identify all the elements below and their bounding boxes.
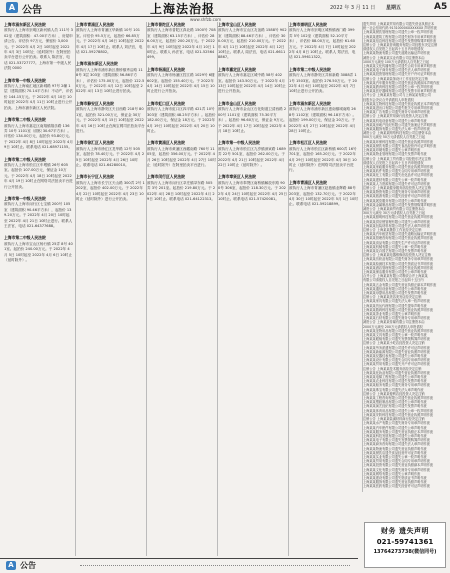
issue-weekday: 星期五 <box>386 5 402 11</box>
classified-line: 上海某某检测技术有限公司遗失资质证书声明作废 <box>363 261 434 266</box>
classified-line: 上海某某船务有限公司遗失财务专用章声明作废 <box>363 383 430 388</box>
notice-court-title: 上海市静安区人民法院 <box>76 100 114 106</box>
notice-item <box>218 22 287 61</box>
notice-body: 被执行人上海市杨浦区控江路 1029号 6楼 602室。起拍价 155.40万元。于 2022年 4月 14日 10时起至 2022年 4月 15日 10时止进行公开拍卖。 <box>147 73 215 94</box>
classified-line: 注销公告 上海某某咨询服务有限公司经股东决定注销 <box>363 43 438 48</box>
classified-line: 上海某某照明科技有限公司遗失营业执照声明作废 <box>363 215 434 220</box>
notice-court-title: 上海市第一中级人民法院 <box>4 195 46 201</box>
notice-body: 被执行人上海市金山区石化街道卫清西路 200号 1101室（建筑面积 75.30平方米）。起拍价 96.60万元，保证金 9万元。于 2022年 4月 17日 10时起至 2022年 4月 18日 10时止。 <box>218 107 287 133</box>
classified-line: 上海某某餐饮管理有限公司遗失公章一枚声明作废 <box>363 30 434 35</box>
classified-line: 遗失声明 上海某某贸易有限公司遗失营业执照正本 <box>363 22 435 26</box>
classified-line: 上海某某网络有限公司遗失公章声明作废 <box>363 471 421 476</box>
classified-line: 上海某某新能源有限公司遗失营业执照声明作废 <box>363 349 430 354</box>
notice-item <box>289 22 358 61</box>
notice-court-title: 上海市闵行区人民法院 <box>147 174 185 180</box>
notice-item <box>76 174 145 202</box>
notice-body: 被执行人上海市浦东新区康桥镇秀沿路 118号 3层 303室（建筑面积 56.86平方米），评估价 175.00万元，起拍价 122.50万元。于 2022年 4月 12日 10时起至 2022年 4月 13日 10时止进行拍卖。 <box>76 67 145 94</box>
notice-court-title: 上海市杨浦区人民法院 <box>147 66 185 72</box>
classified-line: 注销公告 上海某某小吃店经投资人决定注销 <box>363 341 425 346</box>
classified-line: 上海某某酒店管理有限公司遗失营业执照声明作废 <box>363 265 434 270</box>
notice-item <box>147 67 216 95</box>
classified-line: 减资公告 上海某某传媒有限公司注册资本由 <box>363 320 425 325</box>
classified-line: 上海某某体育用品有限公司遗失公章一枚声明作废 <box>363 408 434 413</box>
classified-line: 注销公告 上海某某摄影工作室经决定注销 <box>363 227 422 232</box>
classified-line: 上海某某演艺经纪有限公司遗失发票声明作废 <box>363 404 427 409</box>
notice-court-title: 上海市第一中级人民法院 <box>4 77 46 83</box>
notice-court-title: 上海市徐汇区人民法院 <box>76 140 114 146</box>
classified-line: 上海某某信息科技有限公司遗失发票领购簿声明作废 <box>363 38 437 43</box>
classified-line: 上海某某纺织品有限公司遗失财务专用章声明作废 <box>363 257 434 262</box>
notice-body: 被执行人上海市松江区九亭镇涞寅路 1689弄 22号 501室，起拍价 262.00万元。于 2022年 4月 21日 10时起至 2022年 4月 22日 10时止（延时除外）。 <box>218 146 286 167</box>
classified-line: 经股东会决议合并请债权人申报债权 <box>363 97 414 102</box>
classified-line: 上海某某服饰有限公司遗失营业执照声明作废 <box>363 480 427 485</box>
classified-line: 上海某某投资有限公司遗失营业执照副本声明作废 <box>363 463 434 468</box>
notice-body: 被执行人上海市青浦区华新镇 10号 101室。评估价 95.5万元，起拍价 66.85万元。于 2022年 4月 16日 10时起至 2022年 4月 17日 10时止。联系人 刘法官，电话 021-59278802。 <box>76 28 144 55</box>
classified-line: 上海某某机械有限公司遗失公章一枚声明作废 <box>363 244 427 249</box>
notice-item <box>218 101 287 134</box>
classified-line: 上海某某文化有限公司遗失财务专用章声明作废 <box>363 467 430 472</box>
classified-line: 上海某某物流有限公司遗失营业执照声明作废 <box>363 446 427 451</box>
classified-line: 统一社会信用代码 91310000XXXXXXXX 声明作废 <box>363 26 437 31</box>
site-url: www.shfzb.com <box>190 17 222 22</box>
classified-line: 上海某某软件有限公司遗失合同专用章声明作废 <box>363 169 430 174</box>
classified-line: 上海某某仪器仪表有限公司遗失公章声明作废 <box>363 354 427 359</box>
notice-court-title: 上海市黄浦区人民法院 <box>147 140 185 146</box>
classified-line: 上海某某金属制品有限公司遗失发票领购簿声明作废 <box>363 202 437 207</box>
notice-body: 被执行人上海市崇明区城桥镇西门路 399弄 5号 102室（建筑面积 52.10平方米），评估价 88.00万元，起拍价 61.60万元。于 2022年 4月 7日 10时起至 2022年 4月 8日 10时止。联系人 郑法官，电话 021-59611322。 <box>289 28 356 60</box>
classified-line: 上海某某通信设备有限公司遗失公章声明作废 <box>363 286 427 291</box>
classified-sidebar <box>362 22 447 492</box>
classified-line: 上海某某人力资源有限公司遗失许可证声明作废 <box>363 181 430 186</box>
notice-item <box>218 67 287 95</box>
classified-line: 合并公告 上海某某有限公司与上海某某有限公司 <box>363 93 431 98</box>
notice-body: 被执行人上海市奉贤区南桥镇解放东路 900号 306室，起拍价 118.30万元。于 2022年 4月 24日 10时起至 2022年 4月 25日 10时止。联系电话 021-57420081。 <box>218 180 287 201</box>
classified-line: 上海某某管理咨询有限公司遗失营业执照声明作废 <box>363 236 434 241</box>
classified-line: 上海某某塑胶制品有限公司遗失公章声明作废 <box>363 400 427 405</box>
notice-item <box>289 101 358 134</box>
classified-line: 上海某某科技发展有限公司遗失公章声明作废 <box>363 433 427 438</box>
notice-body: 被执行人上海市虹口区四平路 421弄 10号 303室（建筑面积 48.25平方米）。起拍价 182.00万元，保证金 18万元。于 2022年 4月 19日 10时起至 2022年 4月 20日 10时止。 <box>147 107 216 133</box>
classified-line: 上海某某服务有限公司遗失营业执照正本声明作废 <box>363 429 434 434</box>
notice-court-title: 上海市第二中级人民法院 <box>4 117 46 123</box>
notice-court-title: 上海市宝山区人民法院 <box>218 22 256 27</box>
classified-line: 500万元减至 50万元请债权人自见报之日起 <box>363 135 426 140</box>
notice-court-title: 上海市奉贤区人民法院 <box>218 174 256 180</box>
classified-line: 上海某某包装材料有限公司遗失法人章声明作废 <box>363 223 430 228</box>
notice-item <box>147 140 216 168</box>
classified-line: 上海某某水产有限公司遗失财务专用章声明作废 <box>363 421 430 426</box>
classified-line: 上海某某化妆品有限公司遗失营业执照声明作废 <box>363 370 430 375</box>
notice-body: 被执行人上海市闵行区莘庄镇莘东路 505弄 3号 201室。起拍价 219.80万元。于 2022年 4月 28日 10时起至 2022年 4月 29日 10时止。联系电话 021-64122313。 <box>147 180 216 201</box>
classified-line: 注销公告 上海某某工贸有限公司经股东决定注销 <box>363 156 431 161</box>
notice-body: 被执行人上海市嘉定区南翔镇翔乐路 136弄 10号 1101室（面积 30.67平方米）。评估价 134.00万元，起拍价 93.80万元。于 2022年 4月 8日 10时起至 2022年 4月 9日 10时止。联系电话 021-68971155。 <box>4 123 73 150</box>
classified-line: 上海某某实业有限公司遗失公章一枚声明作废 <box>363 454 427 459</box>
notice-item <box>76 101 145 134</box>
classified-line: 上海某某汽车配件有限公司遗失公章声明作废 <box>363 425 427 430</box>
notice-court-title: 上海市浦东新区人民法院 <box>289 100 331 106</box>
classified-line: 上海某某建筑工程有限公司遗失财务专用章声明作废 <box>363 34 437 39</box>
notice-body: 被执行人上海市静安区共和新路 3088弄 11号 1503室。起拍价 276.50万元。于 2022年 4月 6日 10时起至 2022年 4月 7日 10时止进行公开拍卖。 <box>289 73 357 94</box>
notice-court-title: 上海市青浦区人民法院 <box>289 179 327 185</box>
classified-line: 注销公告 上海某某技术服务部经决定注销 <box>363 366 422 371</box>
notice-body: 被执行人上海市长宁区天山路 300弄 2号 1202室，起拍价 402.00万元。于 2022年 4月 22日 10时起至 2022年 4月 23日 10时止（延时除外）进行公开拍卖。 <box>76 180 145 201</box>
classified-line: 上海某某物资有限公司遗失财务专用章声明作废 <box>363 190 430 195</box>
ad-title: 财务 遗失声明 <box>381 527 429 535</box>
notice-item <box>147 22 216 61</box>
classified-line: 上海某某服饰有限公司遗失法人章一枚声明作废 <box>363 127 430 132</box>
notice-court-title: 上海市浦东新区人民法院 <box>76 61 118 67</box>
classified-line: 请债权人自见报之日起四十五日内申报债权 <box>363 47 424 52</box>
notice-item <box>289 180 358 208</box>
notice-item <box>76 140 145 168</box>
classified-line: 上海某某工程咨询有限公司遗失营业执照声明作废 <box>363 396 434 401</box>
classified-line: 上海某某教育科技有限公司遗失公章一枚声明作废 <box>363 85 434 90</box>
classified-line: 注销公告 上海某某装潢材料商行经决定注销 <box>363 417 425 422</box>
classified-line: 上海某某电子商务有限公司遗失法人章声明作废 <box>363 68 430 73</box>
notice-item <box>76 61 145 94</box>
notice-court-title: 上海市普陀区人民法院 <box>147 22 185 27</box>
classified-line: 注销公告 上海某某电器维修部经投资人决定注销 <box>363 253 431 258</box>
notice-court-title: 上海市松江区人民法院 <box>289 140 327 146</box>
notice-item <box>4 22 73 72</box>
classified-line: 上海某某眼镜有限公司遗失发票领购簿声明作废 <box>363 337 430 342</box>
classified-line: 上海某某建设有限公司遗失资质证书声明作废 <box>363 475 427 480</box>
classified-line: 上海某某建材有限公司遗失公章一枚声明作废 <box>363 177 427 182</box>
notice-column-3 <box>146 22 216 556</box>
notice-item <box>4 196 73 229</box>
classified-line: 上海某某家政服务有限公司遗失营业执照声明作废 <box>363 164 434 169</box>
footer-logo-icon: A <box>6 561 16 570</box>
page-number: A5 <box>434 2 448 12</box>
section-name: 公告 <box>22 5 42 16</box>
classified-line: 上海某某宠物用品有限公司遗失营业执照声明作废 <box>363 328 434 333</box>
notice-court-title: 上海市嘉定区人民法院 <box>218 66 256 72</box>
classified-line: 上海某某贸易有限公司遗失合同专用章声明作废 <box>363 459 430 464</box>
classified-line: 上海某某生物科技有限公司遗失营业执照正本声明作废 <box>363 101 440 106</box>
advertisement-box <box>364 522 446 568</box>
notice-court-title: 上海市虹口区人民法院 <box>147 100 185 106</box>
notice-columns <box>4 22 358 556</box>
classified-line: 上海某某数码科技有限公司遗失营业执照声明作废 <box>363 307 434 312</box>
classified-line: 上海某某家具有限公司遗失法人章一枚声明作废 <box>363 299 430 304</box>
notice-item <box>218 140 287 168</box>
notice-item <box>4 78 73 111</box>
notice-court-title: 上海市第二中级人民法院 <box>289 66 331 72</box>
classified-line: 上海某某贸易有限公司遗失开户许可证声明作废 <box>363 362 430 367</box>
notice-body: 被执行人上海市普陀区真北路 1500号 708室（建筑面积 63.15平方米），评估价 286.00万元，起拍价 200.20万元。于 2022年 4月 9日 10时起至 2022年 4月 10日 10时止。联系人 孙法官，电话 021-52564499。 <box>147 28 216 60</box>
notice-item <box>147 101 216 134</box>
notice-body: 被执行人上海市崇明区新河镇人员 111号 302室（建筑面积：47.00平方米），房屋申请公告。评估价 97万元，保留价 3,000元。于 2022年 4月 2日 10时起至 2022年 4月 3日 10时止（延时除外）在阿里拍卖平台进行公开拍卖。联系人 陈法官，电话 021-53727777。上海市第一中级人民法院 0000 <box>4 28 73 71</box>
classified-line: 1000万元减至 100万元请债权人自见报之日起 <box>363 59 430 64</box>
notice-column-4 <box>217 22 287 556</box>
classified-line: 上海某某医疗器械有限公司遗失发票专用章声明作废 <box>363 89 437 94</box>
classified-line: 上海某某石材有限公司遗失财务专用章声明作废 <box>363 316 430 321</box>
newspaper-masthead: 上海法治报 <box>150 2 216 16</box>
notice-item <box>289 67 358 95</box>
classified-line: 上海某某展览服务有限公司遗失公章声明作废 <box>363 198 427 203</box>
classified-line: 上海某某餐饮有限公司遗失食品经营许可证声明作废 <box>363 143 437 148</box>
footer-section-name: 公告 <box>20 561 36 570</box>
notice-body: 被执行人上海市嘉定区城中路 58号 402室。起拍价 143.50万元。于 2022年 4月 13日 10时起至 2022年 4月 14日 10时止进行公开拍卖。 <box>218 73 286 94</box>
classified-line: 注销公告 上海某某装饰设计工作室经决定注销 <box>363 76 428 81</box>
classified-line: 上海某某保洁服务有限公司遗失公章声明作废 <box>363 269 427 274</box>
notice-court-title: 上海市第二中级人民法院 <box>4 156 46 162</box>
notice-body: 被执行人上海市宝山区友谊路 1588号 902室（建筑面积 88.46平方米），评估价 300.00万元，起拍价 210.00万元。于 2022年 4月 11日 10时起至 2022年 4月 12日 10时止。联系人 周法官，电话 021-66118867。 <box>218 28 287 60</box>
classified-line: 上海某某农业科技有限公司遗失发票声明作废 <box>363 379 427 384</box>
classified-line: 上海某某商务咨询有限公司遗失法人章声明作废 <box>363 442 430 447</box>
classified-line: 上海某某进出口有限公司遗失报关专用章声明作废 <box>363 106 434 111</box>
classified-line: 上海某某供应链管理有限公司遗失公章声明作废 <box>363 219 430 224</box>
classified-line: 上海某某母婴用品有限公司遗失发票声明作废 <box>363 291 427 295</box>
classified-line: 上海某某医药有限公司遗失经营许可证声明作废 <box>363 484 430 489</box>
notice-column-2 <box>75 22 145 556</box>
section-logo-icon: A <box>6 2 18 13</box>
ad-mobile: 13764273738(微信同号) <box>373 549 437 555</box>
classified-line: 上海某某安防科技有限公司遗失营业执照声明作废 <box>363 412 434 417</box>
classified-line: 上海某某珠宝有限公司遗失法人章声明作废 <box>363 387 424 392</box>
classified-line: 注销公告 上海某某贸易商行经投资人决定注销 <box>363 114 428 119</box>
notice-body: 被执行人上海市松江区车墩镇 26号 605室。起拍价 107.00万元，保证金 10万元。于 2022年 4月 18日 10时起至 2022年 4月 19日 10时止在网络司法拍卖平台进行公开拍卖。 <box>4 162 73 189</box>
page-footer <box>0 558 358 573</box>
classified-line: 上海某某房地产经纪有限公司遗失备案证书声明作废 <box>363 122 437 127</box>
classified-line: 上海某某化工有限公司遗失危化品许可证声明作废 <box>363 173 434 178</box>
classified-line: 2000万元减至 200万元请债权人申报债权 <box>363 324 423 329</box>
notice-item <box>4 235 73 263</box>
notice-body: 被执行人上海市徐汇区龙华路 12号 505室，起拍价 78.40万元。于 2022年 4月 25日 10时起至 2022年 4月 26日 10时止。联系电话 021-64280010。 <box>76 146 145 167</box>
notice-court-title: 上海市第二中级人民法院 <box>4 235 46 241</box>
classified-line: 上海某某电梯工程有限公司遗失公章声明作废 <box>363 375 427 380</box>
classified-line: 300万元减至 30万元请债权人自见报之日起 <box>363 211 426 216</box>
notice-item <box>289 140 358 173</box>
classified-line: 上海某某货运代理有限公司遗失提单声明作废 <box>363 303 427 308</box>
classified-line: 上海某某文具有限公司遗失公章一枚声明作废 <box>363 333 427 338</box>
classified-line: 上海某某文化传播有限公司遗失合同专用章声明作废 <box>363 64 437 69</box>
notice-body: 被执行人上海南汇地区新城路 97号 2幢 1层（建筑面积 70.14平方米）不动产，评估价 144.15万元。于 2022年 4月 10日 10时起至 2022年 4月 11日 10时止进行公开拍卖。上海市浦东新区人民法院。 <box>4 84 73 110</box>
classified-line: 合并公告 上海某某有限公司吸收合并上海某某 <box>363 274 428 279</box>
notice-court-title: 上海市第一中级人民法院 <box>218 140 260 146</box>
notice-court-title: 上海市崇明区人民法院 <box>289 22 327 27</box>
classified-line: 注销公告 上海某某美容美发店经决定注销 <box>363 295 422 300</box>
notice-body: 被执行人上海市松江区新桥镇 600弄 16号 701室，起拍价 165.20万元。于 2022年 4月 29日 10时起至 2022年 4月 30日 10时止（延时除外）在网络司法拍卖平台进行。 <box>289 146 357 173</box>
notice-item <box>76 22 145 55</box>
notice-item <box>4 157 73 190</box>
classified-line: 请债权人自见报之日起四十五日内申报债权 <box>363 160 424 165</box>
issue-date: 2022 年 3 月 11 日 <box>330 5 376 11</box>
notice-body: 被执行人上海市黄浦区西藏南路 760号 1105室，起拍价 356.00万元。于 2022年 4月 26日 10时起至 2022年 4月 27日 10时止（延时除外）在阿里拍卖平台进行。 <box>147 146 216 167</box>
classified-line: 上海某某五金有限公司遗失营业执照正副本声明作废 <box>363 282 437 287</box>
classified-line: 上海某某物业管理有限公司遗失发票声明作废 <box>363 152 427 157</box>
notice-court-title: 上海市金山区人民法院 <box>218 100 256 106</box>
classified-line: 有限公司请债权人自见报之日起四十五日内 <box>363 278 424 283</box>
classified-line: 上海某某设计有限公司遗失合同专用章声明作废 <box>363 358 430 363</box>
notice-court-title: 上海市青浦区人民法院 <box>76 22 114 27</box>
classified-line: 上海某某印刷有限公司遗失公章声明作废 <box>363 148 421 153</box>
classified-line: 上海某某广告有限公司遗失财务专用章声明作废 <box>363 110 430 115</box>
classified-line: 上海某某环保科技有限公司遗失营业执照声明作废 <box>363 139 434 144</box>
notice-body: 被执行人上海市浦东新区惠南镇城南路 268号 1102室（建筑面积 96.18平方米）。起拍价 199.00万元，保证金 20万元。于 2022年 4月 27日 10时起至 2022年 4月 28日 10时止。 <box>289 107 357 133</box>
notice-item <box>4 117 73 150</box>
classified-line: 注销公告 上海某某健身服务部经投资人决定注销 <box>363 185 431 190</box>
notice-item <box>218 174 287 202</box>
classified-line: 注销公告 上海某某便利店经投资人决定注销 <box>363 391 425 396</box>
classified-line: 上海某某食品有限公司遗失生产许可证声明作废 <box>363 240 430 245</box>
classified-line: 减资公告 上海某某实业有限公司注册资本由 <box>363 55 425 60</box>
classified-line: 上海某某投资管理有限公司遗失开户许可证声明作废 <box>363 72 437 77</box>
notice-body: 被执行人上海市闵行区七宝镇 200号 105室（建筑面积 90.46平方米），起拍价 139.20万元。于 2022年 4月 20日 10时起至 2022年 4月 21日 10时止进行。联系人 王法官，电话 021-64377688。 <box>4 202 73 228</box>
classified-line: 上海某某汽车服务有限公司遗失营业执照副本声明作废 <box>363 80 440 85</box>
notice-court-title: 上海市浦东新区人民法院 <box>4 22 46 27</box>
notice-body: 被执行人上海市静安区天目西路 218号 801室，起拍价 321.00万元，保证金 30万元。于 2022年 4月 15日 10时起至 2022年 4月 16日 10时止在淘宝网司法拍卖平台进行。 <box>76 107 145 133</box>
classified-line: 上海某某汽车租赁有限公司遗失道路运输证声明作废 <box>363 232 437 237</box>
notice-column-1 <box>4 22 73 556</box>
classified-line: 减资公告 上海某某网络科技有限公司注册资本由 <box>363 131 431 136</box>
notice-column-5 <box>288 22 358 556</box>
notice-item <box>147 174 216 202</box>
classified-line: 上海某某茶业有限公司遗失公章声明作废 <box>363 312 421 317</box>
notice-body: 被执行人上海市宝山区杨行镇 25弄 8号 401室。起拍价 240.00万元。于 2022年 4月 5日 10时起至 2022年 4月 6日 10时止（延时除外）。 <box>4 241 73 263</box>
notice-court-title: 上海市长宁区人民法院 <box>76 174 114 180</box>
classified-line: 上海某某电子有限公司遗失发票领购簿声明作废 <box>363 438 430 443</box>
classified-line: 上海某某物流有限公司遗失道路运输证声明作废 <box>363 51 430 56</box>
page-header <box>0 0 450 17</box>
ad-phone: 021-59741361 <box>376 538 434 546</box>
classified-line: 上海某某劳务派遣有限公司遗失许可证声明作废 <box>363 345 430 350</box>
classified-line: 上海某某机电设备有限公司遗失公章声明作废 <box>363 118 427 123</box>
footer-rule <box>80 565 350 566</box>
classified-line: 上海某某旅游有限公司遗失经营许可证声明作废 <box>363 194 430 199</box>
classified-line: 上海某某餐饮店遗失食品经营许可证声明作废 <box>363 450 427 455</box>
classified-line: 减资公告 上海某某商贸有限公司注册资本由 <box>363 206 425 211</box>
classified-line: 上海某某花卉园艺有限公司遗失发票声明作废 <box>363 248 427 253</box>
notice-body: 被执行人上海市青浦区赵巷镇业辉路 88号 203室，起拍价 132.70万元。于 2022年 4月 30日 10时起至 2022年 5月 1日 10时止。联系电话 021-59218899。 <box>289 186 358 207</box>
